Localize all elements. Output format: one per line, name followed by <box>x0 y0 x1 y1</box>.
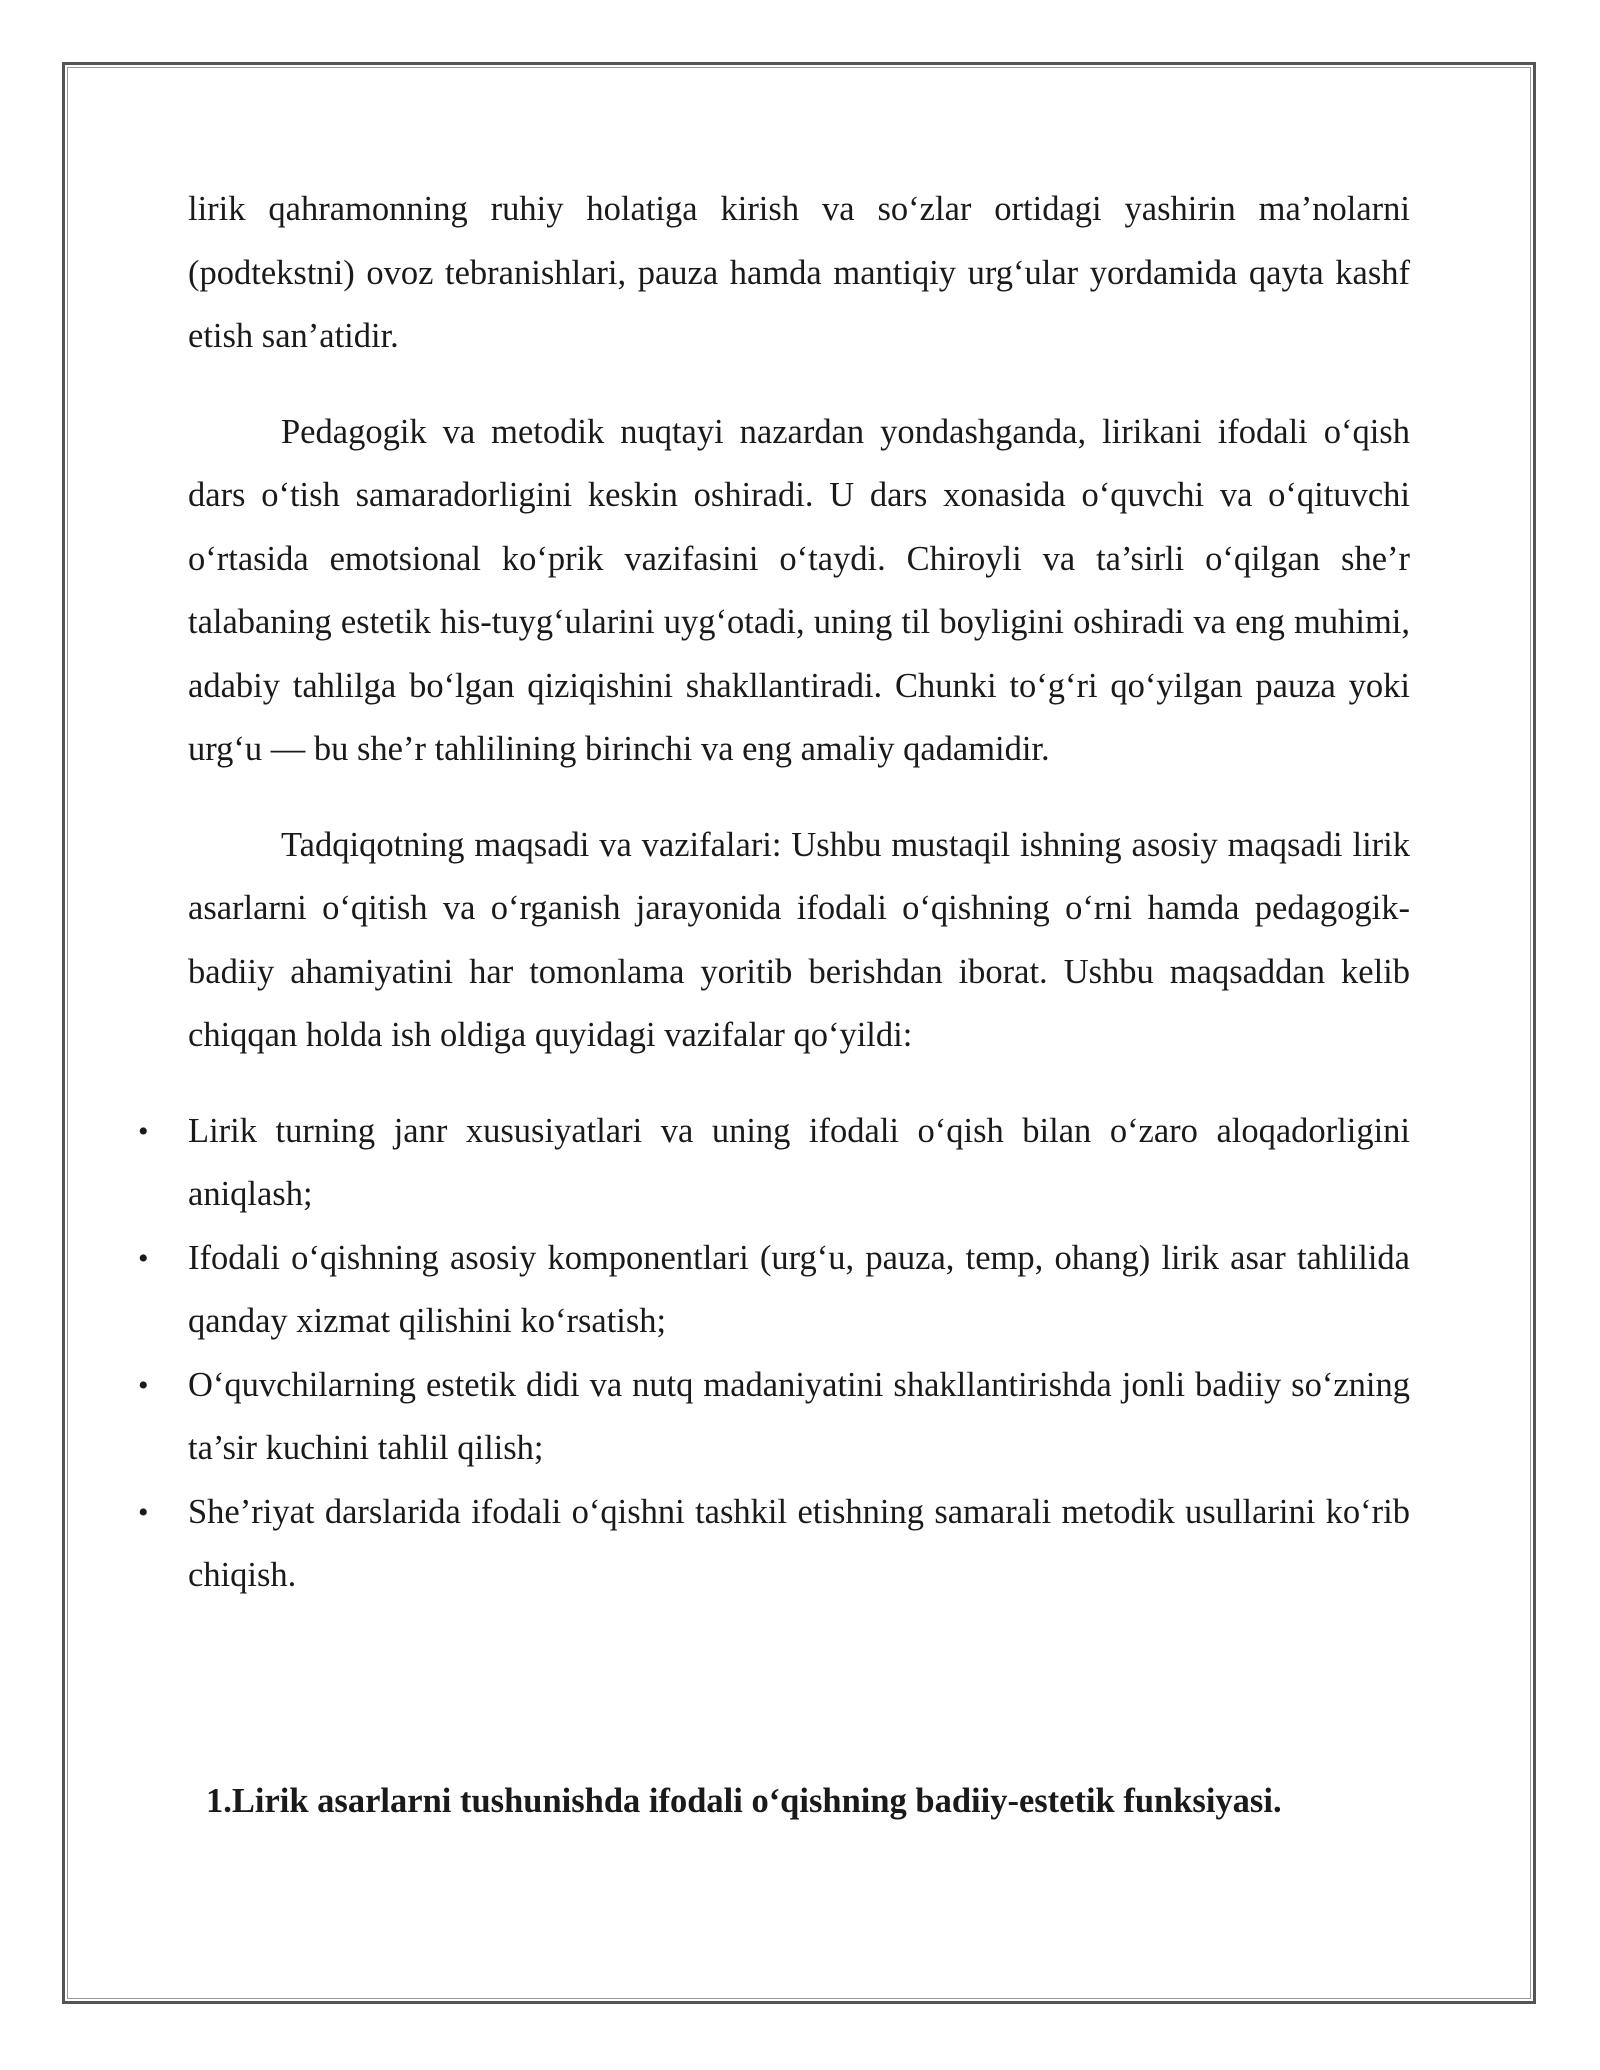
task-list <box>138 1100 1410 1608</box>
list-item <box>138 1100 1410 1227</box>
bullet-icon: • <box>138 1241 149 1275</box>
paragraph-pedagogical: Pedagogik va metodik nuqtayi nazardan yondashganda, lirikani ifodali o‘qish dars o‘tish samaradorligini keskin oshiradi. U dars xonasida o‘quvchi va o‘qituvchi o‘rtasida emotsional ko‘prik vazifasini o‘taydi. Chiroyli va ta’sirli o‘qilgan she’r talabaning estetik his-tuyg‘ularini uyg‘otadi, uning til boyligini oshiradi va eng muhimi, adabiy tahlilga bo‘lgan qiziqishini shakllantiradi. Chunki to‘g‘ri qo‘yilgan pauza yoki urg‘u — bu she’r tahlilining birinchi va eng amaliy qadamidir. <box>188 412 1410 768</box>
bullet-icon: • <box>138 1368 149 1402</box>
list-item-text: O‘quvchilarning estetik didi va nutq madaniyatini shakllantirishda jonli badiiy so‘zning ta’sir kuchini tahlil qilish; <box>188 1365 1410 1467</box>
list-item <box>138 1227 1410 1354</box>
bullet-icon: • <box>138 1114 149 1148</box>
list-item-text: Ifodali o‘qishning asosiy komponentlari (urg‘u, pauza, temp, ohang) lirik asar tahlilida qanday xizmat qilishini ko‘rsatish; <box>188 1238 1410 1340</box>
section-heading: 1.Lirik asarlarni tushunishda ifodali o‘qishning badiiy-estetik funksiyasi. <box>206 1782 1282 1820</box>
paragraph-continuation: lirik qahramonning ruhiy holatiga kirish va so‘zlar ortidagi yashirin ma’nolarni (podtekstni) ovoz tebranishlari, pauza hamda mantiqiy urg‘ular yordamida qayta kashf etish san’atidir. <box>188 190 1410 355</box>
list-item-text: She’riyat darslarida ifodali o‘qishni tashkil etishning samarali metodik usullarini ko‘rib chiqish. <box>188 1492 1410 1594</box>
page-content <box>138 178 1410 1608</box>
list-item <box>138 1481 1410 1608</box>
list-item <box>138 1354 1410 1481</box>
list-item-text: Lirik turning janr xususiyatlari va uning ifodali o‘qish bilan o‘zaro aloqadorligini aniqlash; <box>188 1111 1410 1213</box>
paragraph-research-goals: Tadqiqotning maqsadi va vazifalari: Ushbu mustaqil ishning asosiy maqsadi lirik asarlarni o‘qitish va o‘rganish jarayonida ifodali o‘qishning o‘rni hamda pedagogik-badiiy ahamiyatini har tomonlama yoritib berishdan iborat. Ushbu maqsaddan kelib chiqqan holda ish oldiga quyidagi vazifalar qo‘yildi: <box>188 825 1410 1054</box>
bullet-icon: • <box>138 1495 149 1529</box>
